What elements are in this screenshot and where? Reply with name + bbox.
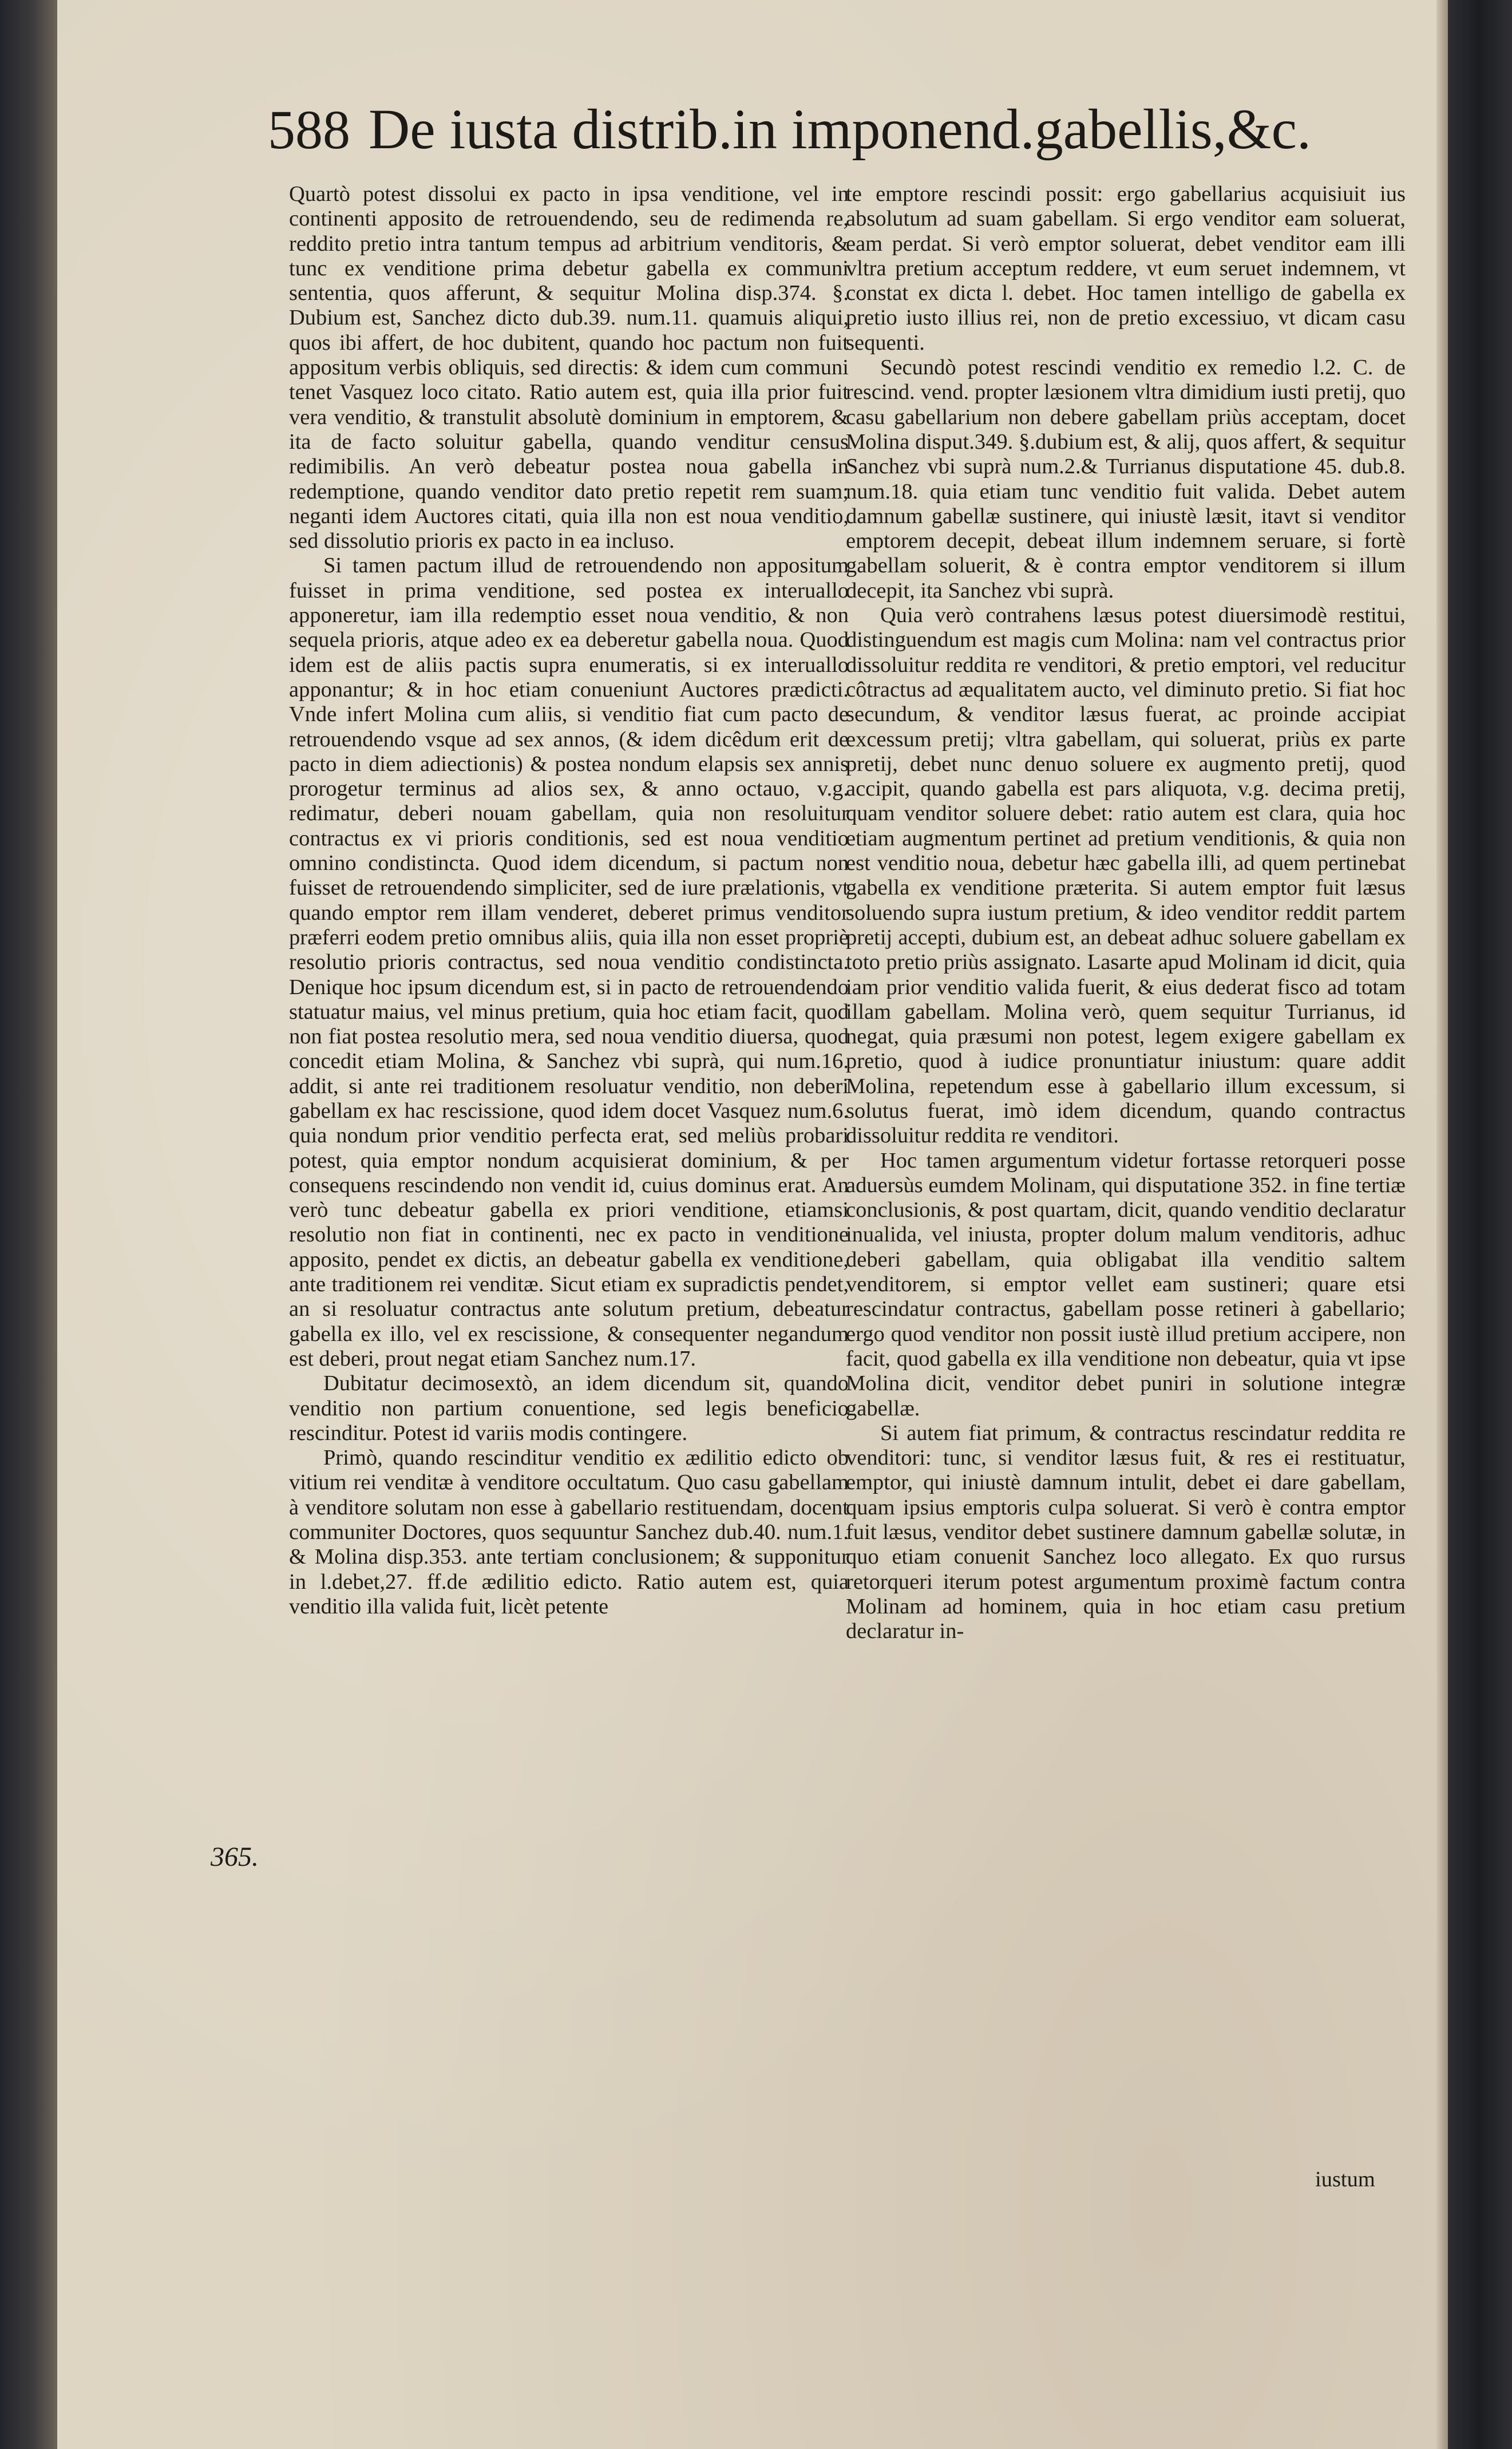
running-head xyxy=(268,96,1367,182)
paragraph: Primò, quando rescinditur venditio ex ædilitio edicto ob vitium rei venditæ à venditore occultatum. Quo casu gabellam à venditore solutam non esse à gabellario restituendam, docent communiter Doctores, quos sequuntur Sanchez dub.40. num.1. & Molina disp.353. ante tertiam conclusionem; & supponitur in l.debet,27. ff.de ædilitio edicto. Ratio autem est, quia venditio illa valida fuit, licèt petente xyxy=(289,1446,849,1619)
left-column xyxy=(289,182,849,1619)
margin-note: 365. xyxy=(211,1842,259,1872)
left-scan-edge xyxy=(0,0,57,2449)
book-spine xyxy=(1448,0,1512,2449)
paragraph: Secundò potest rescindi venditio ex remedio l.2. C. de rescind. vend. propter læsionem vltra dimidium iusti pretij, quo casu gabellarium non debere gabellam priùs acceptam, docet Molina disput.349. §.dubium est, & alij, quos affert, & sequitur Sanchez vbi suprà num.2.& Turrianus disputatione 45. dub.8. num.18. quia etiam tunc venditio fuit valida. Debet autem damnum gabellæ sustinere, qui iniustè læsit, itavt si venditor emptorem decepit, debeat illum indemnem seruare, si fortè gabellam soluerit, & è contra emptor venditorem si illum decepit, ita Sanchez vbi suprà. xyxy=(846,355,1406,603)
page-number: 588 xyxy=(268,99,350,160)
paragraph: Quartò potest dissolui ex pacto in ipsa venditione, vel in continenti apposito de retrouendendo, seu de redimenda re, reddito pretio intra tantum tempus ad arbitrium venditoris, & tunc ex venditione prima debetur gabella ex communi sententia, quos afferunt, & sequitur Molina disp.374. §. Dubium est, Sanchez dicto dub.39. num.11. quamuis aliqui, quos ibi affert, de hoc dubitent, quando hoc pactum non fuit appositum verbis obliquis, sed directis: & idem cum communi tenet Vasquez loco citato. Ratio autem est, quia illa prior fuit vera venditio, & transtulit absolutè dominium in emptorem, & ita de facto soluitur gabella, quando venditur census redimibilis. An verò debeatur postea noua gabella in redemptione, quando venditor dato pretio repetit rem suam; neganti idem Auctores citati, quia illa non est noua venditio, sed dissolutio prioris ex pacto in ea incluso. xyxy=(289,182,849,553)
paragraph: Si tamen pactum illud de retrouendendo non appositum fuisset in prima venditione, sed postea ex interuallo apponeretur, iam illa redemptio esset noua venditio, & non sequela prioris, atque adeo ex ea deberetur gabella noua. Quod idem est de aliis pactis supra enumeratis, si ex interuallo apponantur; & in hoc etiam conueniunt Auctores prædicti. Vnde infert Molina cum aliis, si venditio fiat cum pacto de retrouendendo vsque ad sex annos, (& idem dicêdum erit de pacto in diem adiectionis) & postea nondum elapsis sex annis prorogetur terminus ad alios sex, & anno octauo, v.g. redimatur, deberi nouam gabellam, quia non resoluitur contractus ex vi prioris conditionis, sed est noua venditio omnino condistincta. Quod idem dicendum, si pactum non fuisset de retrouendendo simpliciter, sed de iure prælationis, vt quando emptor rem illam venderet, deberet primus venditor præferri eodem pretio omnibus aliis, quia illa non esset propriè resolutio prioris contractus, sed noua venditio condistincta. Denique hoc ipsum dicendum est, si in pacto de retrouendendo statuatur maius, vel minus pretium, quia hoc etiam facit, quod non fiat postea resolutio mera, sed noua venditio diuersa, quod concedit etiam Molina, & Sanchez vbi suprà, qui num.16. addit, si ante rei traditionem resoluatur venditio, non deberi gabellam ex hac rescissione, quod idem docet Vasquez num.6. quia nondum prior venditio perfecta erat, sed meliùs probari potest, quia emptor nondum acquisierat dominium, & per consequens rescindendo non vendit id, cuius dominus erat. An verò tunc debeatur gabella ex priori venditione, etiamsi resolutio non fiat in continenti, nec ex pacto in venditione apposito, pendet ex dictis, an debeatur gabella ex venditione, ante traditionem rei venditæ. Sicut etiam ex supradictis pendet, an si resoluatur contractus ante solutum pretium, debeatur gabella ex illo, vel ex rescissione, & consequenter negandum est deberi, prout negat etiam Sanchez num.17. xyxy=(289,553,849,1371)
page-gutter xyxy=(1436,0,1448,2449)
page-title: De iusta distrib.in imponend.gabellis,&c. xyxy=(369,97,1311,161)
paragraph: Quia verò contrahens læsus potest diuersimodè restitui, distinguendum est magis cum Molina: nam vel contractus prior dissoluitur reddita re venditori, & pretio emptori, vel reducitur côtractus ad æqualitatem aucto, vel diminuto pretio. Si fiat hoc secundum, & venditor læsus fuerat, ac proinde accipiat excessum pretij; vltra gabellam, qui soluerat, priùs ex parte pretij, debet nunc denuo soluere ex augmento pretij, quod accipit, quando gabella est pars aliquota, v.g. decima pretij, quam venditor soluere debet: ratio autem est clara, quia hoc etiam augmentum pertinet ad pretium venditionis, & quia non est venditio noua, debetur hæc gabella illi, ad quem pertinebat gabella ex venditione præterita. Si autem emptor fuit læsus soluendo supra iustum pretium, & ideo venditor reddit partem pretij accepti, dubium est, an debeat adhuc soluere gabellam ex toto pretio priùs assignato. Lasarte apud Molinam id dicit, quia iam prior venditio valida fuerit, & eius dederat fisco ad totam illam gabellam. Molina verò, quem sequitur Turrianus, id negat, quia præsumi non potest, legem exigere gabellam ex pretio, quod à iudice pronuntiatur iniustum: quare addit Molina, repetendum esse à gabellario illum excessum, si solutus fuerat, imò idem dicendum, quando contractus dissoluitur reddita re venditori. xyxy=(846,603,1406,1148)
right-column xyxy=(846,182,1406,1644)
paragraph: Hoc tamen argumentum videtur fortasse retorqueri posse aduersùs eumdem Molinam, qui disputatione 352. in fine tertiæ conclusionis, & post quartam, dicit, quando venditio declaratur inualida, vel iniusta, propter dolum malum venditoris, adhuc deberi gabellam, quia obligabat illa venditio saltem venditorem, si emptor vellet eam sustineri; quare etsi rescindatur contractus, gabellam posse retineri à gabellario; ergo quod venditor non possit iustè illud pretium accipere, non facit, quod gabella ex illa venditione non debeatur, quia vt ipse Molina dicit, venditor debet puniri in solutione integræ gabellæ. xyxy=(846,1148,1406,1421)
paragraph: te emptore rescindi possit: ergo gabellarius acquisiuit ius absolutum ad suam gabellam. Si ergo venditor eam soluerat, eam perdat. Si verò emptor soluerat, debet venditor eam illi vltra pretium acceptum reddere, vt eum seruet indemnem, vt constat ex dicta l. debet. Hoc tamen intelligo de gabella ex pretio iusto illius rei, non de pretio excessiuo, vt dicam casu sequenti. xyxy=(846,182,1406,355)
paragraph: Si autem fiat primum, & contractus rescindatur reddita re venditori: tunc, si venditor læsus fuit, & res ei restituatur, emptor, qui iniustè damnum intulit, debet ei dare gabellam, quam ipsius emptoris culpa soluerat. Si verò è contra emptor fuit læsus, venditor debet sustinere damnum gabellæ solutæ, in quo etiam conuenit Sanchez loco allegato. Ex quo rursus retorqueri iterum potest argumentum proximè factum contra Molinam ad hominem, quia in hoc etiam casu pretium declaratur in- xyxy=(846,1421,1406,1644)
paragraph: Dubitatur decimosextò, an idem dicendum sit, quando venditio non partium conuentione, sed legis beneficio rescinditur. Potest id variis modis contingere. xyxy=(289,1371,849,1445)
catchword: iustum xyxy=(1315,2167,1375,2191)
